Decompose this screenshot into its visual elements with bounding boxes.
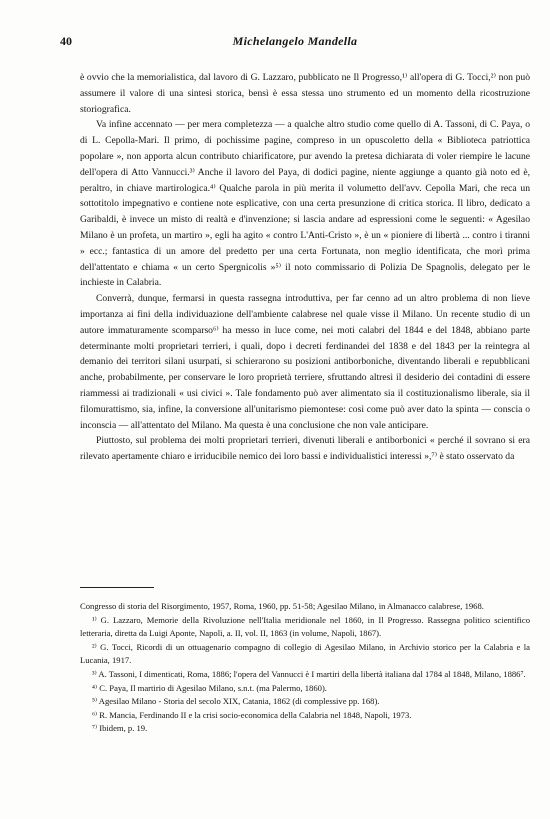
footnote-continuation: Congresso di storia del Risorgimento, 1957, Roma, 1960, pp. 51-58; Agesilao Milano, in Almanacco calabrese, 1968. bbox=[80, 601, 484, 611]
main-text bbox=[80, 70, 530, 465]
footnote-2: ²⁾ G. Tocci, Ricordi di un ottuagenario compagno di collegio di Agesilao Milano, in Archivio storico per la Calabria e la Lucania, 1917. bbox=[80, 641, 530, 666]
footnote-3: ³⁾ A. Tassoni, I dimenticati, Roma, 1886; l'opera del Vannucci è I martiri della libertà italiana dal 1784 al 1848, Milano, 1886⁷. bbox=[92, 668, 526, 679]
paragraph-4: Piuttosto, sul problema dei molti proprietari terrieri, divenuti liberali e antiborbonici « perché il sovrano si era rilevato apertamente chiaro e irriducibile nemico dei loro bassi e individualistici interessi »,⁷⁾ è stato osservato da bbox=[80, 435, 530, 463]
paragraph-3: Converrà, dunque, fermarsi in questa rassegna introduttiva, per far cenno ad un altro problema di non lieve importanza ai fini della individuazione dell'ambiente calabrese nel quale visse il Milano. Un recente studio di un autore immaturamente scomparso⁶⁾ ha messo in luce come, nei moti calabri del 1844 e del 1848, abbiano parte determinante molti proprietari terrieri, i quali, dopo i decreti ferdinandei del 1838 e del 1843 per la reintegra al demanio dei territori silani usurpati, si schierarono su posizioni antiborboniche, diventando liberali e repubblicani anche, probabilmente, per conservare le loro proprietà terriere, sfruttando altresì il desiderio dei contadini di essere riammessi ai tradizionali « usi civici ». Tale fondamento può aver alimentato sia il costituzionalismo liberale, sia il filomurattismo, sia, infine, la conversione all'unitarismo piemontese: così come può aver dato la spinta — conscia o inconscia — all'attentato del Milano. Ma questa è una conclusione che non vale anticipare. bbox=[80, 293, 530, 431]
running-title: Michelangelo Mandella bbox=[232, 34, 358, 48]
footnotes bbox=[80, 600, 530, 736]
footnote-6: ⁶⁾ R. Mancia, Ferdinando II e la crisi socio-economica della Calabria nel 1848, Napoli, 1973. bbox=[92, 709, 412, 720]
page-number: 40 bbox=[60, 34, 72, 48]
paragraph-1: è ovvio che la memorialistica, dal lavoro di G. Lazzaro, pubblicato ne Il Progresso,¹⁾ all'opera di G. Tocci,²⁾ non può assumere il valore di una sintesi storica, bensì è essa stessa uno strumento ed un momento della ricostruzione storiografica. bbox=[80, 72, 530, 115]
footnote-7: ⁷⁾ Ibidem, p. 19. bbox=[92, 723, 148, 734]
paragraph-2: Va infine accennato — per mera completezza — a qualche altro studio come quello di A. Tassoni, di C. Paya, o di L. Cepolla-Mari. Il primo, di pochissime pagine, compreso in un opuscoletto della « Biblioteca patriottica popolare », non apporta alcun contributo chiarificatore, pur avendo la pretesa dichiarata di voler riempire le lacune dell'opera di Atto Vannucci.³⁾ Anche il lavoro del Paya, di dodici pagine, niente aggiunge a quanto già noto ed è, peraltro, in chiave martirologica.⁴⁾ Qualche parola in più merita il volumetto dell'avv. Cepolla Mari, che reca un sottotitolo impegnativo e contiene note esplicative, con una certa presunzione di critica storica. Il libro, dedicato a Garibaldi, è invece un misto di realtà e d'invenzione; si lascia andare ad espressioni come le seguenti: « Agesilao Milano è un profeta, un martiro », egli ha agito « contro L'Anti-Cristo », è un « pioniere di libertà ... contro i tiranni » ecc.; fantastica di un amore del predetto per una certa Fortunata, non meglio identificata, che morì prima dell'attentato e chiama « un certo Spergnicolis »⁵⁾ il noto commissario di Polizia De Spagnolis, delegato per le inchieste in Calabria. bbox=[80, 119, 530, 289]
footnote-1: ¹⁾ G. Lazzaro, Memorie della Rivoluzione nell'Italia meridionale nel 1860, in Il Progresso. Rassegna politico scientifico letteraria, diretta da Luigi Aponte, Napoli, a. II, vol. II, 1863 (in volume, Napoli, 1867). bbox=[80, 614, 530, 639]
footnote-4: ⁴⁾ C. Paya, Il martirio di Agesilao Milano, s.n.t. (ma Palermo, 1860). bbox=[92, 682, 327, 693]
page-header bbox=[60, 34, 530, 52]
footnote-5: ⁵⁾ Agesilao Milano - Storia del secolo XIX, Catania, 1862 (di complessive pp. 168). bbox=[92, 696, 380, 707]
footnote-divider bbox=[80, 587, 154, 588]
